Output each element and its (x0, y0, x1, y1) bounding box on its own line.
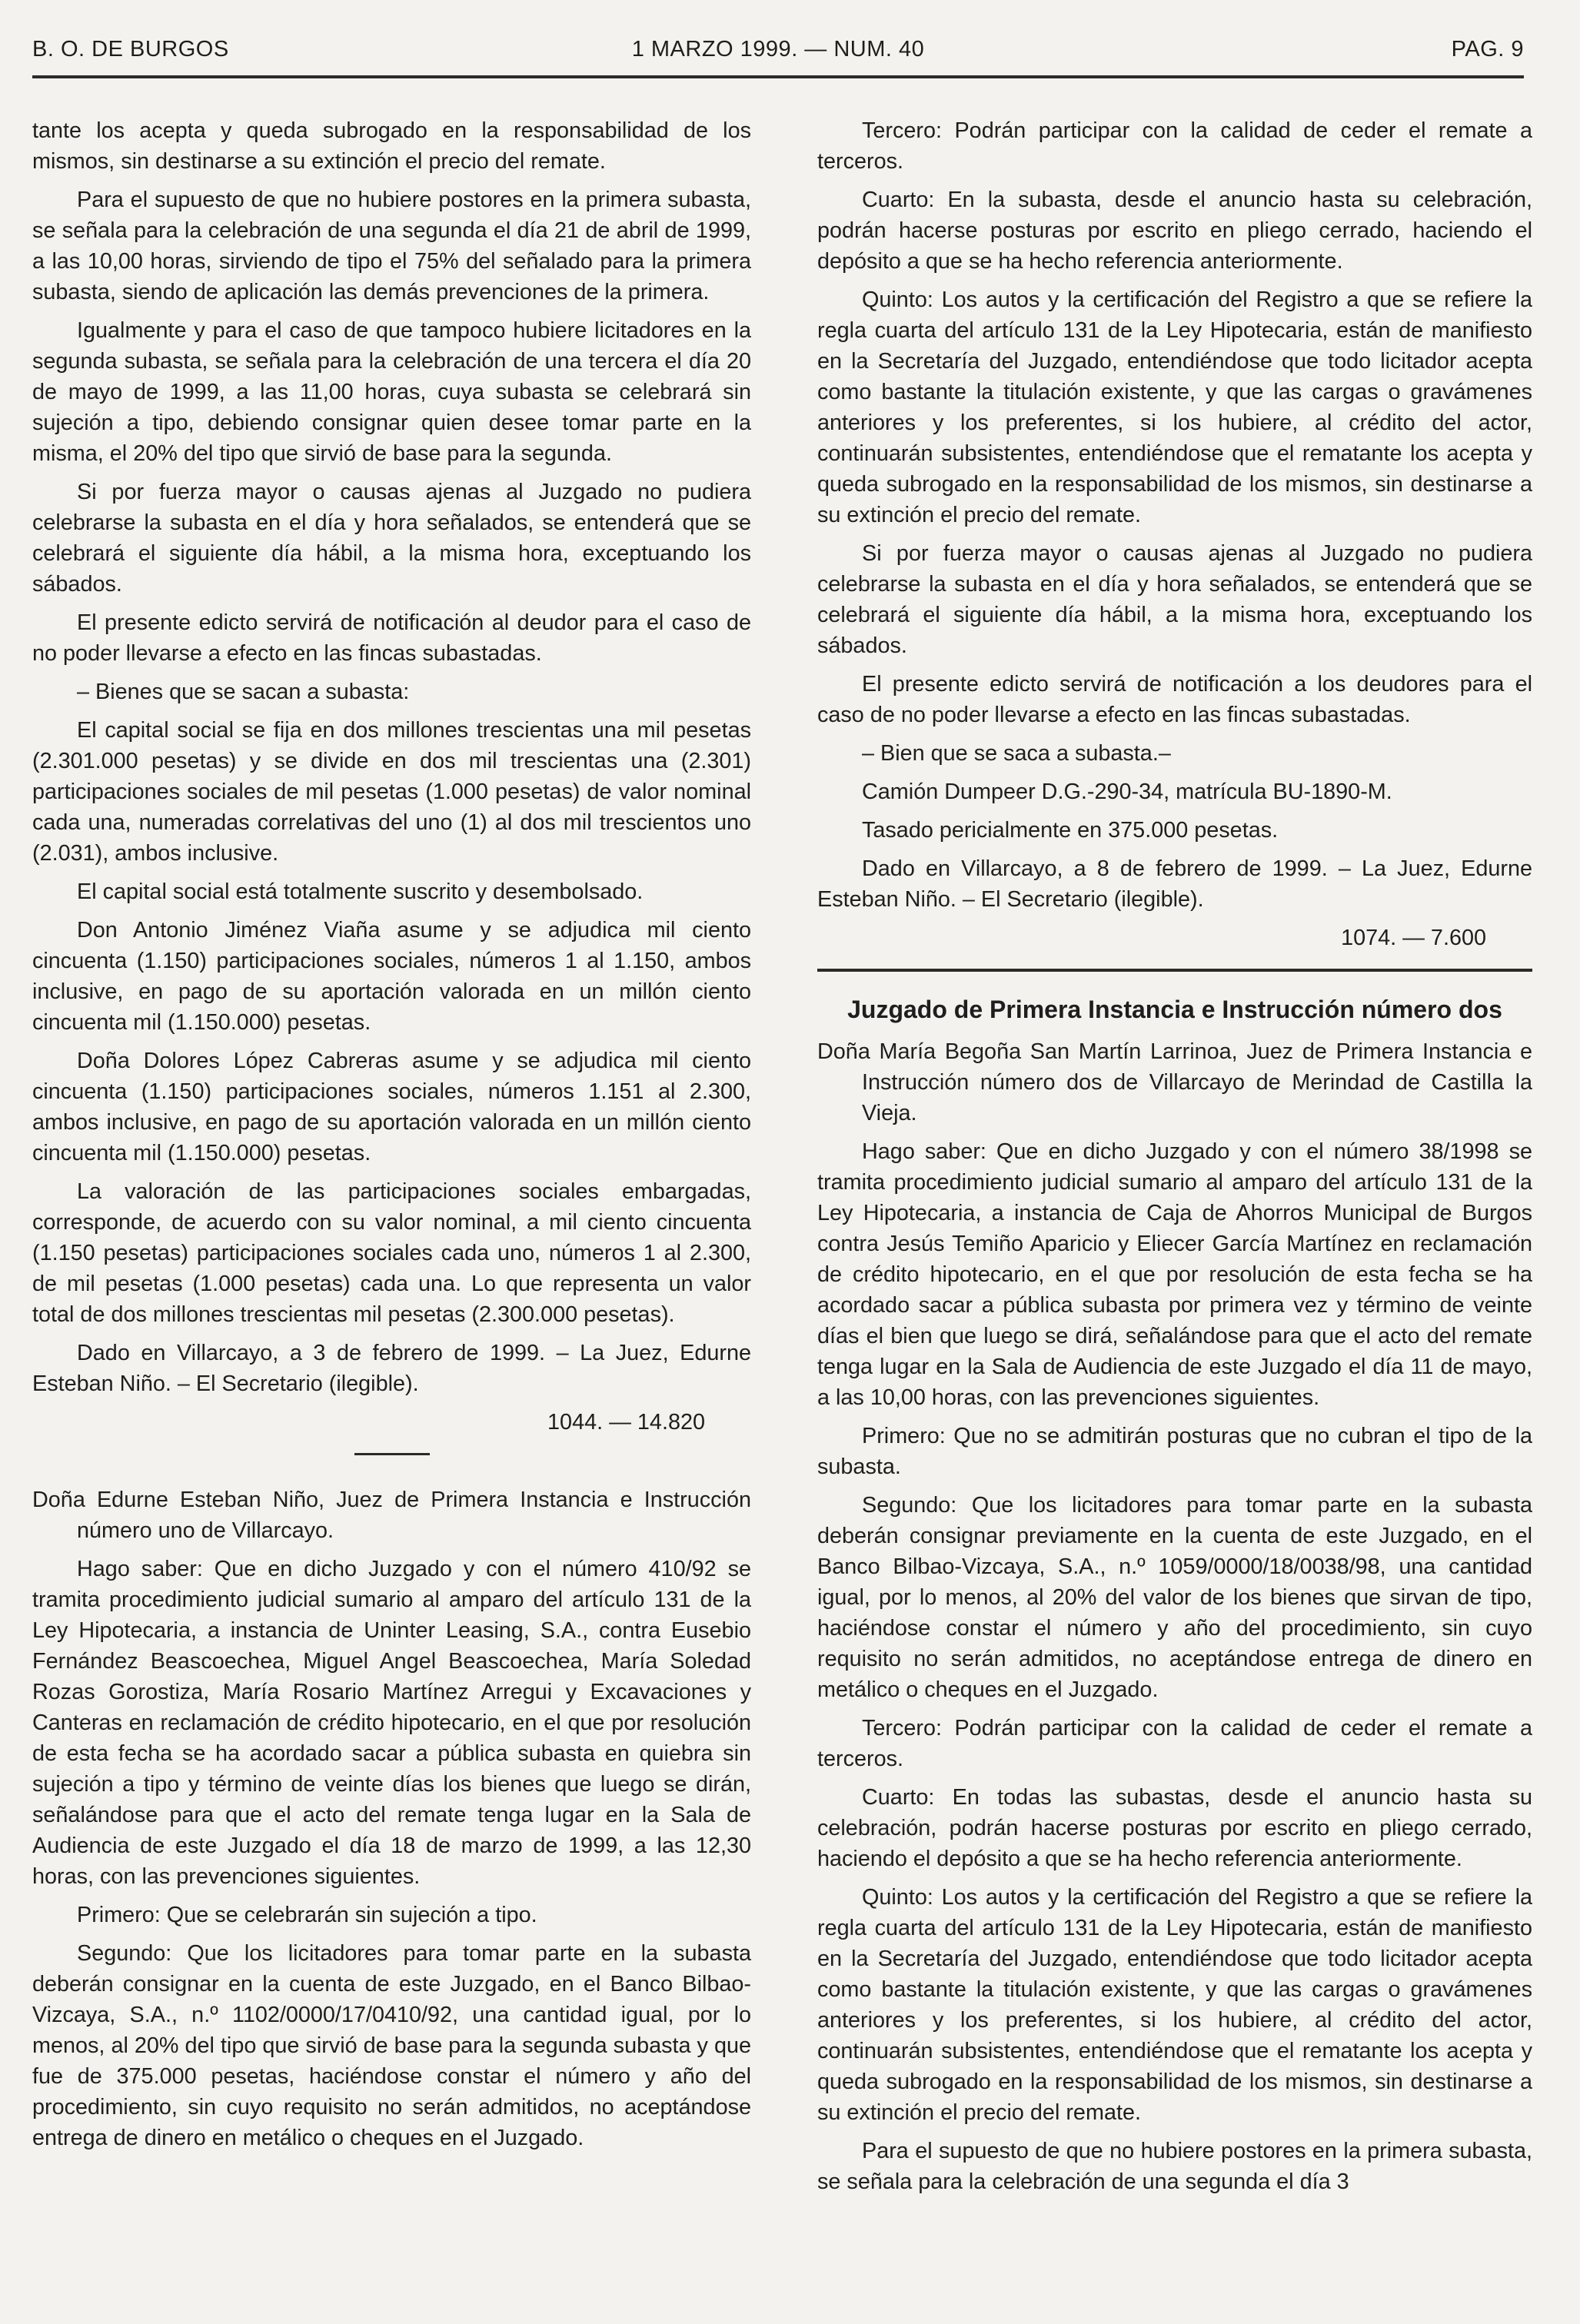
reference-number: 1074. — 7.600 (1341, 926, 1486, 950)
paragraph: El capital social está totalmente suscrito y desembolsado. (77, 879, 644, 904)
judge-intro-paragraph: Doña María Begoña San Martín Larrinoa, Juez de Primera Instancia e Instrucción número dos de Villarcayo de Merindad de Castilla la Vieja. (817, 1039, 1532, 1125)
section-divider (817, 969, 1532, 972)
paragraph: – Bien que se saca a subasta.– (862, 741, 1171, 766)
paragraph: Quinto: Los autos y la certificación del Registro a que se refiere la regla cuarta del artículo 131 de la Ley Hipotecaria, están de manifiesto en la Secretaría del Juzgado, entendiéndose que todo licitador acepta como bastante la titulación existente, y que las cargas o gravámenes anteriores y los preferentes, si los hubiere, al crédito del actor, continuarán subsistentes, entendiéndose que el rematante los acepta y queda subrogado en la responsabilidad de los mismos, sin destinarse a su extinción el precio del remate. (817, 288, 1532, 527)
paragraph: Para el supuesto de que no hubiere postores en la primera subasta, se señala para la celebración de una segunda el día 3 (817, 2139, 1532, 2194)
paragraph: tante los acepta y queda subrogado en la responsabilidad de los mismos, sin destinarse a su extinción el precio del remate. (32, 118, 751, 174)
paragraph: Doña Dolores López Cabreras asume y se adjudica mil ciento cincuenta (1.150) participaciones sociales, números 1.151 al 2.300, ambos inclusive, en pago de su aportación valorada en un millón ciento cincuenta mil (1.150.000) pesetas. (32, 1049, 751, 1165)
paragraph: Tercero: Podrán participar con la calidad de ceder el remate a terceros. (817, 118, 1532, 174)
issue-date-number: 1 MARZO 1999. — NUM. 40 (631, 37, 925, 62)
paragraph: Primero: Que se celebrarán sin sujeción a tipo. (77, 1903, 537, 1927)
paragraph: La valoración de las participaciones sociales embargadas, corresponde, de acuerdo con su valor nominal, a mil ciento cincuenta (1.150 pesetas) participaciones sociales cada uno, números 1 al 2.300, de mil pesetas (1.000 pesetas) cada una. Lo que representa un valor total de dos millones trescientas mil pesetas (2.300.000 pesetas). (32, 1179, 751, 1327)
paragraph: Si por fuerza mayor o causas ajenas al Juzgado no pudiera celebrarse la subasta en el día y hora señalados, se entenderá que se celebrará el siguiente día hábil, a la misma hora, exceptuando los sábados. (817, 541, 1532, 658)
paragraph: Don Antonio Jiménez Viaña asume y se adjudica mil ciento cincuenta (1.150) participaciones sociales, números 1 al 1.150, ambos inclusive, en pago de su aportación valorada en un millón ciento cincuenta mil (1.150.000) pesetas. (32, 918, 751, 1035)
paragraph: Igualmente y para el caso de que tampoco hubiere licitadores en la segunda subasta, se señala para la celebración de una tercera el día 20 de mayo de 1999, a las 11,00 horas, cuya subasta se celebrará sin sujeción a tipo, debiendo consignar quien desee tomar parte en la misma, el 20% del tipo que sirvió de base para la segunda. (32, 318, 751, 466)
paragraph: Si por fuerza mayor o causas ajenas al Juzgado no pudiera celebrarse la subasta en el día y hora señalados, se entenderá que se celebrará el siguiente día hábil, a la misma hora, exceptuando los sábados. (32, 480, 751, 597)
paragraph: Para el supuesto de que no hubiere postores en la primera subasta, se señala para la celebración de una segunda el día 21 de abril de 1999, a las 10,00 horas, sirviendo de tipo el 75% del señalado para la primera subasta, siendo de aplicación las demás prevenciones de la primera. (32, 188, 751, 304)
page-number: PAG. 9 (1451, 37, 1524, 62)
paragraph: Tercero: Podrán participar con la calidad de ceder el remate a terceros. (817, 1716, 1532, 1771)
publication-name: B. O. DE BURGOS (32, 37, 229, 62)
paragraph: Hago saber: Que en dicho Juzgado y con el número 410/92 se tramita procedimiento judicial sumario al amparo del artículo 131 de la Ley Hipotecaria, a instancia de Uninter Leasing, S.A., contra Eusebio Fernández Beascoechea, Miguel Angel Beascoechea, María Soledad Rozas Gorostiza, María Rosario Martínez Arregui y Excavaciones y Canteras en reclamación de crédito hipotecario, en el que por resolución de esta fecha se ha acordado sacar a pública subasta en quiebra sin sujeción a tipo y término de veinte días los bienes que luego se dirán, señalándose para que el acto del remate tenga lugar en la Sala de Audiencia de este Juzgado el día 18 de marzo de 1999, a las 12,30 horas, con las prevenciones siguientes. (32, 1557, 751, 1889)
paragraph: Primero: Que no se admitirán posturas que no cubran el tipo de la subasta. (817, 1424, 1532, 1479)
paragraph: Tasado pericialmente en 375.000 pesetas. (862, 818, 1279, 843)
section-heading: Juzgado de Primera Instancia e Instrucción número dos (847, 996, 1502, 1023)
reference-number: 1044. — 14.820 (547, 1410, 705, 1435)
right-column (817, 115, 1532, 2205)
paragraph: Quinto: Los autos y la certificación del Registro a que se refiere la regla cuarta del artículo 131 de la Ley Hipotecaria, están de manifiesto en la Secretaría del Juzgado, entendiéndose que todo licitador acepta como bastante la titulación existente, y que las cargas o gravámenes anteriores y los preferentes, si los hubiere, al crédito del actor, continuarán subsistentes, entendiéndose que el rematante los acepta y queda subrogado en la responsabilidad de los mismos, sin destinarse a su extinción el precio del remate. (817, 1885, 1532, 2125)
judge-intro-paragraph: Doña Edurne Esteban Niño, Juez de Primera Instancia e Instrucción número uno de Villarcayo. (32, 1488, 751, 1543)
paragraph: Camión Dumpeer D.G.-290-34, matrícula BU-1890-M. (862, 780, 1392, 804)
paragraph: El presente edicto servirá de notificación al deudor para el caso de no poder llevarse a efecto en las fincas subastadas. (32, 610, 751, 666)
header-divider (32, 75, 1524, 78)
paragraph: Cuarto: En todas las subastas, desde el anuncio hasta su celebración, podrán hacerse posturas por escrito en pliego cerrado, haciendo el depósito a que se ha hecho referencia anteriormente. (817, 1785, 1532, 1871)
page-header (32, 37, 1524, 74)
paragraph: – Bienes que se sacan a subasta: (77, 680, 410, 704)
paragraph: Segundo: Que los licitadores para tomar parte en la subasta deberán consignar en la cuenta de este Juzgado, en el Banco Bilbao-Vizcaya, S.A., n.º 1102/0000/17/0410/92, una cantidad igual, por lo menos, al 20% del tipo que sirvió de base para la segunda subasta y que fue de 375.000 pesetas, haciéndose constar el número y año del procedimiento, sin cuyo requisito no serán admitidos, no aceptándose entrega de dinero en metálico o cheques en el Juzgado. (32, 1941, 751, 2150)
paragraph: El capital social se fija en dos millones trescientas una mil pesetas (2.301.000 pesetas) y se divide en dos mil trescientas una (2.301) participaciones sociales de mil pesetas (1.000 pesetas) de valor nominal cada una, numeradas correlativas del uno (1) al dos mil trescientos uno (2.031), ambos inclusive. (32, 718, 751, 866)
left-column (32, 115, 751, 2161)
signature-paragraph: Dado en Villarcayo, a 3 de febrero de 1999. – La Juez, Edurne Esteban Niño. – El Secretario (ilegible). (32, 1341, 751, 1396)
signature-paragraph: Dado en Villarcayo, a 8 de febrero de 1999. – La Juez, Edurne Esteban Niño. – El Secretario (ilegible). (817, 856, 1532, 912)
paragraph: Segundo: Que los licitadores para tomar parte en la subasta deberán consignar previamente en la cuenta de este Juzgado, en el Banco Bilbao-Vizcaya, S.A., n.º 1059/0000/18/0038/98, una cantidad igual, por lo menos, al 20% del valor de los bienes que sirvan de tipo, haciéndose constar el número y año del procedimiento, sin cuyo requisito no serán admitidos, no aceptándose entrega de dinero en metálico o cheques en el Juzgado. (817, 1493, 1532, 1702)
paragraph: El presente edicto servirá de notificación a los deudores para el caso de no poder llevarse a efecto en las fincas subastadas. (817, 672, 1532, 727)
paragraph: Cuarto: En la subasta, desde el anuncio hasta su celebración, podrán hacerse posturas por escrito en pliego cerrado, haciendo el depósito a que se ha hecho referencia anteriormente. (817, 188, 1532, 274)
paragraph: Hago saber: Que en dicho Juzgado y con el número 38/1998 se tramita procedimiento judicial sumario al amparo del artículo 131 de la Ley Hipotecaria, a instancia de Caja de Ahorros Municipal de Burgos contra Jesús Temiño Aparicio y Eliecer García Martínez en reclamación de crédito hipotecario, en el que por resolución de esta fecha se ha acordado sacar a pública subasta por primera vez y término de veinte días el bien que luego se dirá, señalándose para que el acto del remate tenga lugar en la Sala de Audiencia de este Juzgado el día 11 de mayo, a las 10,00 horas, con las prevenciones siguientes. (817, 1139, 1532, 1410)
short-divider (354, 1453, 430, 1455)
